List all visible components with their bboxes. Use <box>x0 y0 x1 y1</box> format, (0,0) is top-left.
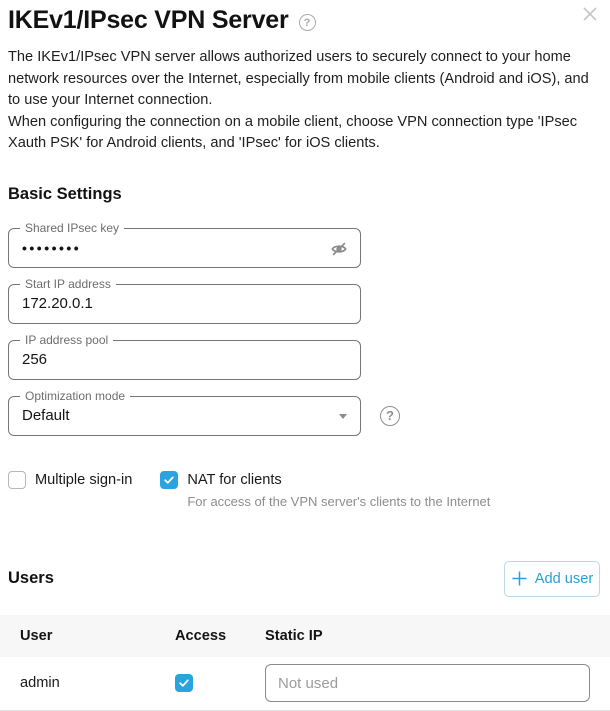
column-header-access: Access <box>175 627 227 644</box>
column-header-static-ip: Static IP <box>265 627 323 644</box>
title-help-icon[interactable]: ? <box>299 14 316 31</box>
shared-ipsec-key-field[interactable] <box>8 220 361 268</box>
basic-settings-form <box>8 220 602 509</box>
basic-settings-heading: Basic Settings <box>8 184 122 203</box>
shared-ipsec-key-value[interactable]: •••••••• <box>22 239 82 256</box>
optimization-mode-select[interactable] <box>8 388 361 436</box>
user-name: admin <box>20 675 60 691</box>
users-table-header <box>0 615 610 657</box>
shared-ipsec-key-label: Shared IPsec key <box>20 221 124 236</box>
optimization-help-icon[interactable]: ? <box>380 406 400 426</box>
access-checkbox[interactable] <box>175 674 193 692</box>
multiple-signin-option[interactable] <box>8 471 132 489</box>
start-ip-value[interactable]: 172.20.0.1 <box>22 294 93 312</box>
description-paragraph-2: When configuring the connection on a mobile client, choose VPN connection type 'IPsec Xauth PSK' for Android clients, and 'IPsec' for iOS clients. <box>8 113 578 151</box>
multiple-signin-label: Multiple sign-in <box>35 471 133 488</box>
add-user-label: Add user <box>534 570 594 587</box>
plus-icon <box>511 570 528 587</box>
description-paragraph-1: The IKEv1/IPsec VPN server allows authorized users to securely connect to your home network resources over the Internet, especially from mobile clients (Android and iOS), and to use your Internet connection. <box>8 49 589 108</box>
nat-option <box>160 471 490 509</box>
multiple-signin-checkbox[interactable] <box>8 471 26 489</box>
description <box>8 47 602 155</box>
optimization-mode-label: Optimization mode <box>20 389 130 404</box>
nat-option-row[interactable] <box>160 471 490 489</box>
users-table <box>0 615 610 711</box>
static-ip-cell <box>265 664 610 702</box>
page-title: IKEv1/IPsec VPN Server <box>8 6 289 34</box>
nat-label: NAT for clients <box>187 471 282 488</box>
start-ip-field[interactable] <box>8 276 361 324</box>
users-heading: Users <box>8 569 54 587</box>
users-header <box>8 561 602 597</box>
static-ip-input[interactable] <box>265 664 590 702</box>
nat-note: For access of the VPN server's clients to the Internet <box>187 493 491 509</box>
table-row <box>0 657 610 711</box>
optimization-row <box>8 388 602 450</box>
start-ip-label: Start IP address <box>20 277 116 292</box>
ip-pool-value[interactable]: 256 <box>22 350 48 368</box>
nat-checkbox[interactable] <box>160 471 178 489</box>
dialog-header <box>0 0 610 35</box>
checkbox-row <box>8 471 594 509</box>
ip-pool-label: IP address pool <box>20 333 113 348</box>
add-user-button[interactable] <box>504 561 600 597</box>
chevron-down-icon <box>339 414 347 419</box>
eye-off-icon[interactable] <box>329 239 349 259</box>
access-cell <box>175 674 265 692</box>
ip-pool-field[interactable] <box>8 332 361 380</box>
optimization-mode-value[interactable]: Default <box>22 406 70 424</box>
column-header-user: User <box>20 627 53 644</box>
close-icon[interactable] <box>581 5 599 23</box>
